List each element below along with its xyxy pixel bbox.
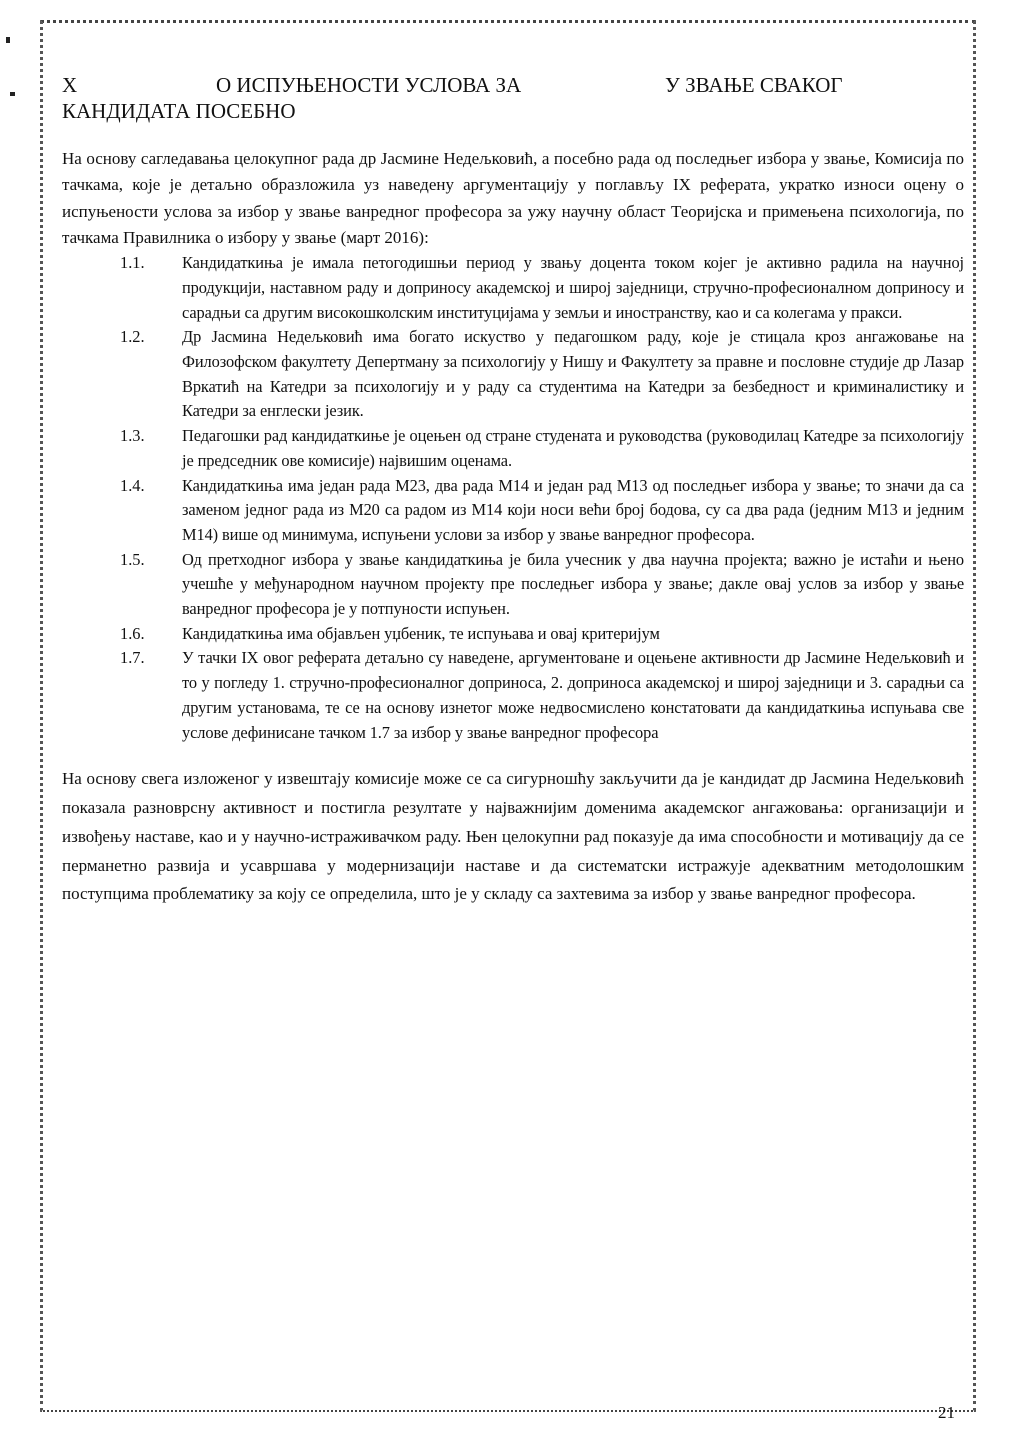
item-number: 1.6. [120, 623, 145, 643]
document-body [62, 146, 964, 909]
item-number: 1.5. [120, 549, 145, 569]
item-text: Др Јасмина Недељковић има богато искуство у педагошком раду, које је стицала кроз ангажовање на Филозофском факултету Депертману за психологију у Нишу и Факултету за правне и пословне студије др Лазар Вркатић на Катедри за психологију и у раду са студентима на Катедри за безбедност и криминалистику и Катедри за енглески језик. [182, 327, 964, 421]
item-text: У тачки IX овог реферата детаљно су наведене, аргументоване и оцењене активности др Јасмине Недељковић и то у погледу 1. стручно-професионалног доприноса, 2. доприноса академској и широј заједници и 3. сарадњи са другим установама, те се на основу изнетог може недвосмислено констатовати да кандидаткиња испуњава све услове дефинисане тачком 1.7 за избор у звање ванредног професора [182, 648, 964, 742]
item-number: 1.7. [120, 648, 145, 668]
page-number: 21 [938, 1403, 955, 1422]
section-heading [62, 72, 962, 124]
list-item [62, 424, 964, 473]
list-item [62, 622, 964, 647]
item-text: Кандидаткиња има објављен уџбеник, те испуњава и овај критеријум [182, 623, 660, 643]
heading-line-1 [62, 72, 962, 98]
criteria-list [62, 251, 964, 745]
item-number: 1.4. [120, 475, 145, 495]
list-item [62, 548, 964, 622]
scan-mark [6, 37, 10, 43]
heading-text-part-1: О ИСПУЊЕНОСТИ УСЛОВА ЗА [216, 73, 522, 97]
list-item [62, 646, 964, 745]
item-number: 1.3. [120, 426, 145, 446]
list-item [62, 474, 964, 548]
item-number: 1.2. [120, 327, 145, 347]
item-text: Од претходног избора у звање кандидаткиња је била учесник у два научна пројекта; важно је истаћи и њено учешће у међународном научном пројекту пре последњег избора у звање; дакле овај услов за избор у звање ванредног професора је у потпуности испуњен. [182, 549, 964, 619]
item-number: 1.1. [120, 253, 145, 273]
list-item [62, 251, 964, 325]
scan-mark [10, 92, 15, 96]
item-text: Кандидаткиња има један рада М23, два рада М14 и један рад М13 од последњег избора у звање; то значи да са заменом једног рада из М20 са радом из М14 који носи већи број бодова, су са два рада (једним М13 и једним М14) више од минимума, испуњени услови за избор у звање ванредног професора. [182, 475, 964, 544]
list-item [62, 325, 964, 424]
heading-line-2: КАНДИДАТА ПОСЕБНО [62, 99, 296, 123]
item-text: Педагошки рад кандидаткиње је оцењен од стране студената и руководства (руководилац Катедре за психологију је председник ове комисије) највишим оценама. [182, 426, 964, 470]
heading-chapter-number: X [62, 73, 78, 97]
conclusion-paragraph: На основу свега изложеног у извештају комисије може се са сигурношћу закључити да је кандидат др Јасмина Недељковић показала разноврсну активност и постигла резултате у најважнијим доменима академског ангажовања: организацији и извођењу наставе, као и у научно-истраживачком раду. Њен целокупни рад показује да има способности и мотивацију да се перманетно развија и усавршава у модернизацији наставе и да систематски истражује адекватним методолошким поступцима проблематику за коју се определила, што је у складу са захтевима за избор у звање ванредног професора. [62, 769, 964, 904]
item-text: Кандидаткиња је имала петогодишњи период у звању доцента током којег је активно радила на научној продукцији, наставном раду и доприносу академској и широј заједници, стручно-професионалном доприносу и сарадњи са другим високошколским институцијама у земљи и иностранству, као и са колегама у пракси. [182, 253, 964, 322]
intro-paragraph: На основу сагледавања целокупног рада др Јасмине Недељковић, а посебно рада од последњег избора у звање, Комисија по тачкама, које је детаљно образложила уз наведену аргументацију у поглављу IX реферата, укратко износи оцену о испуњености услова за избор у звање ванредног професора за ужу научну област Теоријска и примењена психологија, по тачкама Правилника о избору у звање (март 2016): [62, 149, 964, 247]
heading-text-part-2: У ЗВАЊЕ СВАКОГ [665, 73, 843, 97]
